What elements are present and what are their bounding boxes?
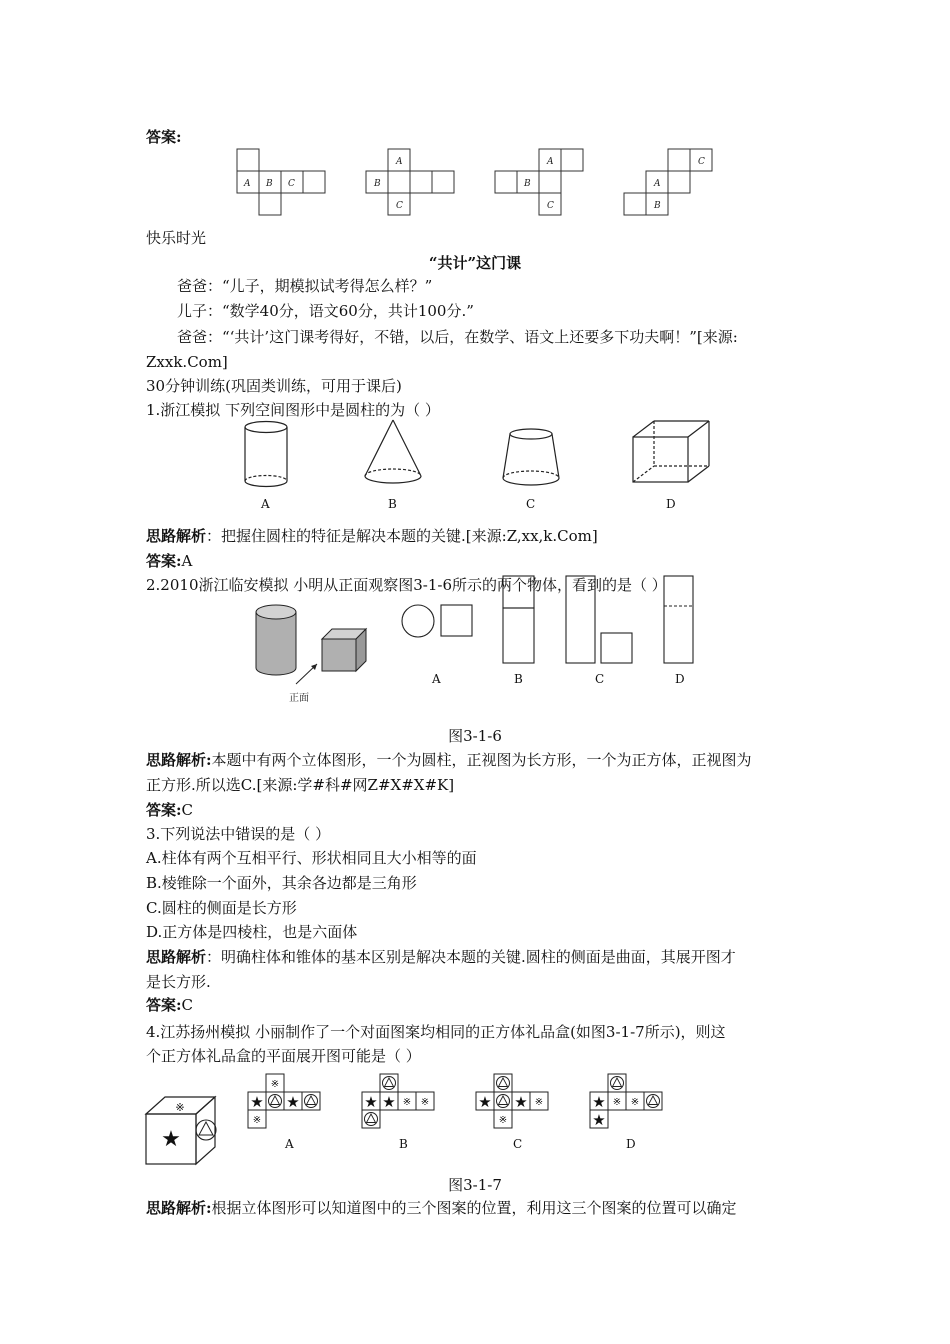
- q3-option-a: A.柱体有两个互相平行、形状相同且大小相等的面: [146, 849, 477, 867]
- q3-analysis-label: 思路解析: [146, 948, 207, 966]
- star-icon: ★: [478, 1093, 492, 1111]
- net2-cell-c: C: [396, 201, 403, 211]
- figure-3-1-6-caption: 图3-1-6: [448, 727, 502, 745]
- q1-answer-value: A: [181, 552, 193, 570]
- q2-analysis-text: 本题中有两个立体图形，一个为圆柱，正视图为长方形，一个为正方体，正视图为: [211, 751, 752, 769]
- q3-answer-value: C: [181, 996, 194, 1014]
- q2-option-c: C: [595, 672, 605, 686]
- answer-label-top: 答案:: [146, 128, 182, 146]
- joke-line-2: 儿子：“数学40分，语文60分，共计100分.”: [177, 302, 474, 320]
- triangle-icon: [385, 1078, 394, 1087]
- q2-stem: 2.2010浙江临安模拟 小明从正面观察图3-1-6所示的两个物体，看到的是（ ）: [146, 576, 667, 594]
- rice-icon: ※: [612, 1097, 622, 1108]
- q2-option-a: A: [432, 672, 441, 686]
- net2-cell-a: A: [396, 157, 403, 167]
- net3-cell-a: A: [547, 157, 554, 167]
- rice-icon: ※: [498, 1115, 508, 1126]
- q4-analysis-text: 根据立体图形可以知道图中的三个图案的位置，利用这三个图案的位置可以确定: [211, 1199, 737, 1217]
- joke-line-3: 爸爸：“‘共计’这门课考得好，不错，以后，在数学、语文上还要多下功夫啊！”[来源:: [177, 328, 738, 346]
- q2-analysis-label: 思路解析:: [146, 751, 212, 769]
- triangle-icon: [367, 1114, 376, 1123]
- star-icon: ★: [250, 1093, 264, 1111]
- star-icon: ★: [382, 1093, 396, 1111]
- rice-icon: ※: [252, 1115, 262, 1126]
- q2-answer-value: C: [181, 801, 194, 819]
- rice-icon: ※: [270, 1079, 280, 1090]
- q1-analysis-label: 思路解析: [146, 527, 207, 545]
- q4-analysis: [146, 1198, 737, 1218]
- q2-option-b: B: [514, 672, 523, 686]
- section-title: 30分钟训练(巩固类训练，可用于课后): [146, 377, 402, 395]
- q1-stem: 1.浙江模拟 下列空间图形中是圆柱的为（ ）: [146, 401, 440, 419]
- triangle-icon: [499, 1078, 508, 1087]
- happy-time-heading: 快乐时光: [146, 229, 207, 247]
- rice-icon: ※: [402, 1097, 412, 1108]
- q4-option-b: B: [399, 1137, 408, 1151]
- figure-3-1-7-caption: 图3-1-7: [448, 1176, 502, 1194]
- net1-cell-b: B: [266, 179, 273, 189]
- q2-option-d: D: [675, 672, 685, 686]
- front-label: 正面: [289, 693, 309, 704]
- rice-icon: ※: [420, 1097, 430, 1108]
- star-icon: ★: [364, 1093, 378, 1111]
- q4-option-d: D: [626, 1137, 636, 1151]
- rice-icon: ※: [630, 1097, 640, 1108]
- joke-line-3-cont: Zxxk.Com]: [146, 353, 228, 371]
- box-star-icon: ★: [161, 1127, 181, 1152]
- star-icon: ★: [592, 1111, 606, 1129]
- q3-option-b: B.棱锥除一个面外，其余各边都是三角形: [146, 874, 417, 892]
- net4-cell-a: A: [654, 179, 661, 189]
- q4-stem: 4.江苏扬州模拟 小丽制作了一个对面图案均相同的正方体礼品盒(如图3-1-7所示)，则这: [146, 1023, 726, 1041]
- q3-stem: 3.下列说法中错误的是（ ）: [146, 825, 331, 843]
- net1-cell-a: A: [244, 179, 251, 189]
- net2-cell-b: B: [374, 179, 381, 189]
- triangle-icon: [271, 1096, 280, 1105]
- q1-analysis-text: ：把握住圆柱的特征是解决本题的关键.[来源:Z,xx,k.Com]: [206, 527, 598, 545]
- q4-option-a: A: [285, 1137, 294, 1151]
- q2-answer-label: 答案:: [146, 801, 182, 819]
- net4-cell-c: C: [698, 157, 705, 167]
- net1-cell-c: C: [288, 179, 295, 189]
- triangle-icon: [499, 1096, 508, 1105]
- star-icon: ★: [286, 1093, 300, 1111]
- box-rice-icon: ※: [175, 1101, 185, 1114]
- q2-analysis-cont: 正方形.所以选C.[来源:学#科#网Z#X#X#K]: [146, 776, 455, 794]
- net4-cell-b: B: [654, 201, 661, 211]
- q1-option-d: D: [666, 497, 676, 511]
- star-icon: ★: [514, 1093, 528, 1111]
- triangle-icon: [613, 1078, 622, 1087]
- q1-option-a: A: [261, 497, 270, 511]
- joke-title: “共计”这门课: [428, 254, 522, 272]
- triangle-icon: [649, 1096, 658, 1105]
- star-icon: ★: [592, 1093, 606, 1111]
- q1-option-c: C: [526, 497, 536, 511]
- joke-line-1: 爸爸：“儿子，期模拟试考得怎么样？”: [177, 277, 433, 295]
- q1-answer-label: 答案:: [146, 552, 182, 570]
- q4-option-c: C: [513, 1137, 523, 1151]
- net3-cell-b: B: [524, 179, 531, 189]
- q4-analysis-label: 思路解析:: [146, 1199, 212, 1217]
- q3-analysis-cont: 是长方形.: [146, 973, 211, 991]
- net3-cell-c: C: [547, 201, 554, 211]
- q3-option-d: D.正方体是四棱柱，也是六面体: [146, 923, 358, 941]
- rice-icon: ※: [534, 1097, 544, 1108]
- triangle-icon: [307, 1096, 316, 1105]
- q4-stem-cont: 个正方体礼品盒的平面展开图可能是（ ）: [146, 1047, 421, 1065]
- q3-answer-label: 答案:: [146, 996, 182, 1014]
- q3-option-c: C.圆柱的侧面是长方形: [146, 899, 297, 917]
- q1-option-b: B: [388, 497, 397, 511]
- q3-analysis-text: ：明确柱体和锥体的基本区别是解决本题的关键.圆柱的侧面是曲面，其展开图才: [206, 948, 736, 966]
